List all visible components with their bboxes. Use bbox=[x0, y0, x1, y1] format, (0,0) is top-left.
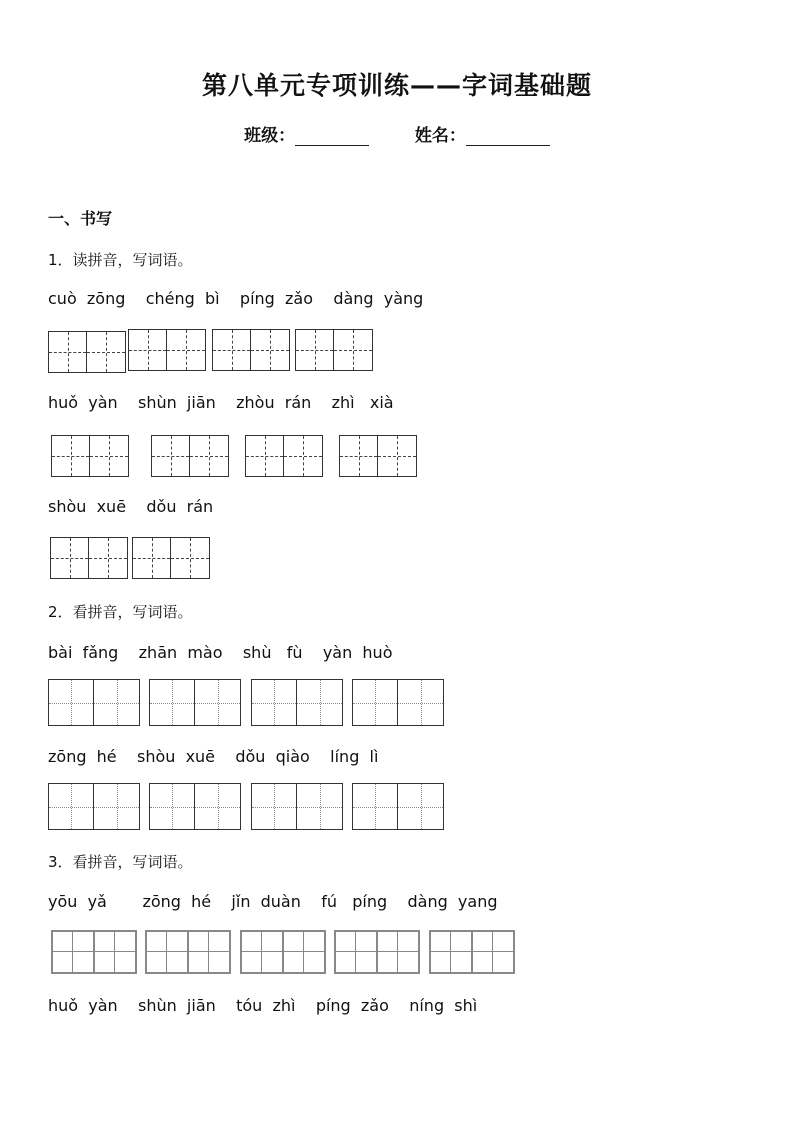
grid-char[interactable] bbox=[93, 930, 137, 974]
grid-cell[interactable] bbox=[94, 784, 139, 829]
grid-cell[interactable] bbox=[353, 784, 398, 829]
writing-grid[interactable] bbox=[145, 930, 231, 974]
writing-grid[interactable] bbox=[128, 329, 206, 371]
writing-grid[interactable] bbox=[251, 679, 343, 726]
grid-cell[interactable] bbox=[297, 784, 342, 829]
grid-cell[interactable] bbox=[49, 680, 94, 725]
writing-grid[interactable] bbox=[251, 783, 343, 830]
grid-cell[interactable] bbox=[167, 330, 205, 370]
writing-grid[interactable] bbox=[339, 435, 417, 477]
grid-cell[interactable] bbox=[297, 680, 342, 725]
writing-grid[interactable] bbox=[352, 783, 444, 830]
grid-cell[interactable] bbox=[284, 436, 322, 476]
grid-cell[interactable] bbox=[51, 538, 89, 578]
writing-grid[interactable] bbox=[48, 331, 126, 373]
grid-cell[interactable] bbox=[213, 330, 251, 370]
page-title: 第八单元专项训练——字词基础题 bbox=[201, 71, 592, 100]
grid-cell[interactable] bbox=[129, 330, 167, 370]
grid-char[interactable] bbox=[240, 930, 284, 974]
grid-char[interactable] bbox=[471, 930, 515, 974]
writing-grid[interactable] bbox=[295, 329, 373, 371]
grid-char[interactable] bbox=[429, 930, 473, 974]
pinyin-row: zōng hé shòu xuē dǒu qiào líng lì bbox=[48, 747, 379, 766]
grid-cell[interactable] bbox=[252, 784, 297, 829]
question-1-prompt: 1．读拼音，写词语。 bbox=[48, 251, 193, 269]
grid-char[interactable] bbox=[282, 930, 326, 974]
grid-cell[interactable] bbox=[94, 680, 139, 725]
grid-char[interactable] bbox=[376, 930, 420, 974]
grid-cell[interactable] bbox=[49, 784, 94, 829]
grid-char[interactable] bbox=[51, 930, 95, 974]
writing-grid[interactable] bbox=[149, 679, 241, 726]
writing-grid[interactable] bbox=[51, 435, 129, 477]
question-2-prompt: 2．看拼音，写词语。 bbox=[48, 603, 193, 621]
grid-cell[interactable] bbox=[340, 436, 378, 476]
grid-cell[interactable] bbox=[152, 436, 190, 476]
grid-cell[interactable] bbox=[296, 330, 334, 370]
grid-cell[interactable] bbox=[89, 538, 127, 578]
name-blank[interactable] bbox=[466, 127, 550, 146]
grid-cell[interactable] bbox=[87, 332, 125, 372]
grid-cell[interactable] bbox=[251, 330, 289, 370]
grid-char[interactable] bbox=[334, 930, 378, 974]
grid-cell[interactable] bbox=[52, 436, 90, 476]
writing-grid[interactable] bbox=[132, 537, 210, 579]
writing-grid[interactable] bbox=[149, 783, 241, 830]
grid-cell[interactable] bbox=[150, 680, 195, 725]
section-heading: 一、书写 bbox=[48, 209, 113, 228]
student-info bbox=[0, 121, 794, 146]
grid-cell[interactable] bbox=[378, 436, 416, 476]
grid-cell[interactable] bbox=[353, 680, 398, 725]
grid-cell[interactable] bbox=[171, 538, 209, 578]
grid-char[interactable] bbox=[145, 930, 189, 974]
writing-grid[interactable] bbox=[212, 329, 290, 371]
grid-cell[interactable] bbox=[150, 784, 195, 829]
grid-cell[interactable] bbox=[252, 680, 297, 725]
grid-cell[interactable] bbox=[398, 784, 443, 829]
writing-grid[interactable] bbox=[48, 783, 140, 830]
pinyin-row: shòu xuē dǒu rán bbox=[48, 497, 214, 516]
pinyin-row: huǒ yàn shùn jiān tóu zhì píng zǎo níng shì bbox=[48, 996, 478, 1015]
grid-cell[interactable] bbox=[195, 680, 240, 725]
grid-cell[interactable] bbox=[246, 436, 284, 476]
question-3-prompt: 3．看拼音，写词语。 bbox=[48, 853, 193, 871]
writing-grid[interactable] bbox=[50, 537, 128, 579]
grid-cell[interactable] bbox=[90, 436, 128, 476]
writing-grid[interactable] bbox=[48, 679, 140, 726]
grid-cell[interactable] bbox=[195, 784, 240, 829]
grid-cell[interactable] bbox=[133, 538, 171, 578]
grid-char[interactable] bbox=[187, 930, 231, 974]
pinyin-row: huǒ yàn shùn jiān zhòu rán zhì xià bbox=[48, 393, 394, 412]
pinyin-row: cuò zōng chéng bì píng zǎo dàng yàng bbox=[48, 289, 424, 308]
writing-grid[interactable] bbox=[151, 435, 229, 477]
name-label: 姓名： bbox=[414, 126, 466, 146]
grid-cell[interactable] bbox=[190, 436, 228, 476]
pinyin-row: bài fǎng zhān mào shù fù yàn huò bbox=[48, 643, 393, 662]
writing-grid[interactable] bbox=[429, 930, 515, 974]
class-blank[interactable] bbox=[295, 127, 369, 146]
grid-cell[interactable] bbox=[49, 332, 87, 372]
grid-cell[interactable] bbox=[334, 330, 372, 370]
writing-grid[interactable] bbox=[334, 930, 420, 974]
writing-grid[interactable] bbox=[240, 930, 326, 974]
pinyin-row: yōu yǎ zōng hé jǐn duàn fú píng dàng yang bbox=[48, 892, 498, 911]
grid-cell[interactable] bbox=[398, 680, 443, 725]
class-label: 班级： bbox=[244, 126, 296, 146]
writing-grid[interactable] bbox=[245, 435, 323, 477]
writing-grid[interactable] bbox=[51, 930, 137, 974]
writing-grid[interactable] bbox=[352, 679, 444, 726]
